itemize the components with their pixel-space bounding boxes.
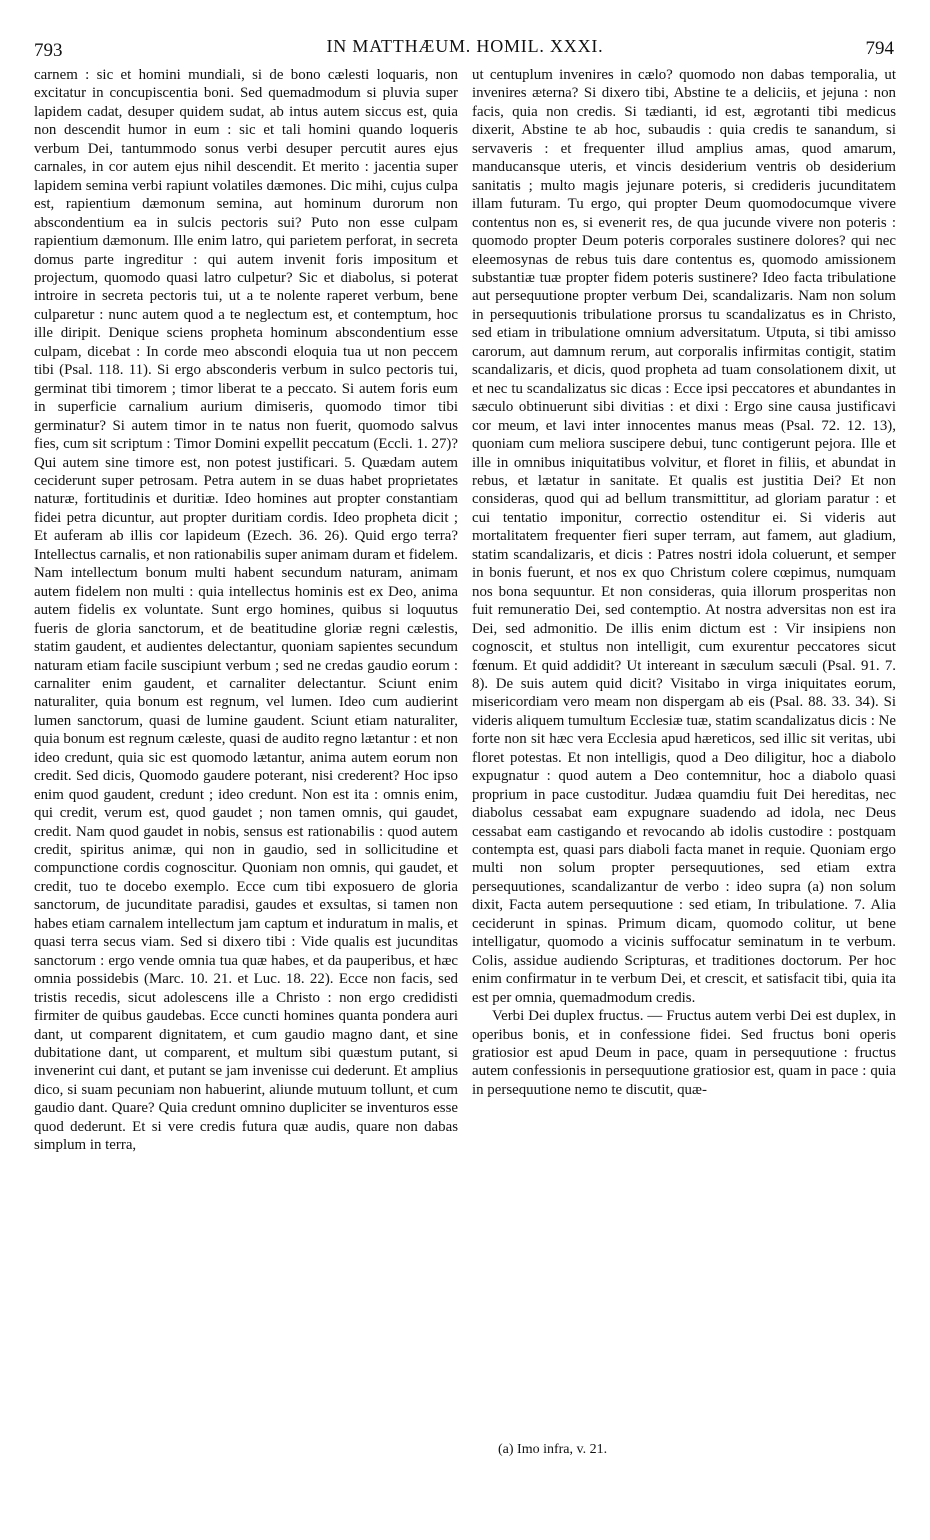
left-column-text: carnem : sic et homini mundiali, si de bono cælesti loquaris, non excitatur in concupiscentia boni. Sed quemadmodum si pluvia super lapidem cadat, desuper quidem sudat, ab intus autem siccus est, quia non descendit humor in eum : sic et tali homini quando loqueris verbum Dei, tantummodo sonus verbi desuper percutit aures ejus carnales, in cor autem ejus nihil descendit. Et merito : jacentia super lapidem semina verbi rapiunt volatiles dæmones. Dic mihi, cujus culpa est, rapientium dæmonum semina, aut hominum durorum non abscondentium ea in sulcis pectoris sui? Puto non esse culpam rapientium dæmonum. Ille enim latro, qui parietem perforat, in secreta domus parte ingreditur : qui autem invenit foris impositum et projectum, quomodo quasi latro culpetur? Sic et diabolus, si poterat introire in secreta pectoris tui, ut a te nolente raperet verbum, bene culparetur : nunc autem quod a te neglectum est, et contemptum, hoc ille diripit. Denique sciens propheta hominum abscondentium esse culpam, dicebat : In corde meo abscondi eloquia tua ut non peccem tibi (Psal. 118. 11). Si ergo absconderis verbum in sulco pectoris tui, germinat tibi timorem ; timor liberat te a peccato. Si autem foris eum in superficie carnalium aurium dimiseris, quomodo timor tibi germinatur? Si autem timor in te natus non fuerit, quomodo salvus fies, cum sit scriptum : Timor Domini expellit peccatum (Eccli. 1. 27)? Qui autem sine timore est, non potest justificari. 5. Quædam autem ceciderunt super petrosam. Petra autem in se duas habet proprietates naturæ, fortitudinis et duritiæ. Ideo homines aut propter constantiam fidei petra dicuntur, aut propter duritiam cordis. Ideo propheta dicit ; Et auferam ab illis cor lapideum (Ezech. 36. 26). Quid ergo terra? Intellectus carnalis, et non rationabilis super animam duram et fidelem. Nam intellectum bonum multi habent secundum naturam, animam autem fidelem non multi : quia intellectus hominis est ex Deo, anima autem fidelis ex voluntate. Sunt ergo homines, quibus si loquutus fueris de gloria sanctorum, et de beatitudine gloriæ regni cælestis, statim gaudent, et audientes delectantur, quoniam sapientes secundum naturam etiam facile suscipiunt verbum ; sed ne credas gaudio eorum : carnaliter enim gaudent, et carnaliter delectantur. Sciunt enim naturaliter, quia bonum est regnum, vel lumen. Ideo cum audierint lumen sanctorum, quasi de lumine gaudent. Sciunt etiam naturaliter, quia bonum est regnum cæleste, quasi de audito regno lætantur : et non ideo credunt, quia sic est quomodo lætantur, anima autem eorum non credit. Sed dicis, Quomodo gaudere poterant, nisi crederent? Hoc ipso enim quod gaudent, credunt ; ideo credunt. Non est ita : omnis enim, qui credit, verum est, quod gaudet ; non tamen omnis, qui gaudet, credit. Nam quod gaudet in nobis, sensus est rationabilis : quod autem credit, spiritus animæ, qui non in gaudio, sed in sollicitudine et compunctione cordis cognoscitur. Quoniam non omnis, qui gaudet, et credit, tuo te docebo exemplo. Ecce cum tibi exposuero de gloria sanctorum, de jucunditate paradisi, gaudes et exsultas, si tamen non habes etiam carnalem intellectum jam captum et induratum in malis, et quasi terra secus viam. Sed si dixero tibi : Vide qualis est jucunditas sanctorum : ergo vende omnia tua quæ habes, et da pauperibus, et hæc omnia possidebis (Marc. 10. 21. et Luc. 18. 22). Ecce non facis, sed tristis recedis, sicut adolescens ille a Christo : non ergo credidisti firmiter de quibus gaudebas. Ecce cuncti homines quanta pondera auri dant, ut comparent dignitatem, et cum gaudio magno dant, et sine dubitatione dant, ut comparent, et multum sibi quæstum putant, si invenerint cui dant, et putant se jam invenisse cui dederunt. Et amplius dico, si suam pecuniam non habuerint, aliunde mutuum tollunt, et cum gaudio dant. Quare? Quia credunt omnino dupliciter se inventuros esse quod dederunt. Et si vere credis futura quæ audis, quare non dabas simplum in terra, (34, 67, 458, 1154)
left-column (34, 66, 458, 1484)
page-number-left: 793 (34, 40, 63, 61)
right-column-paragraph-2: Verbi Dei duplex fructus. — Fructus autem verbi Dei est duplex, in operibus bonis, et in confessione fidei. Sed fructus boni operis gratiosior est apud Deum in pace, quam in persequutione : fructus autem confessionis in persequutione gratiosior est, quam in pace : quia in persequutione nemo te discutit, quæ- (472, 1008, 896, 1098)
right-column (472, 66, 896, 1484)
running-title: IN MATTHÆUM. HOMIL. XXXI. (326, 36, 604, 56)
page-number-right: 794 (865, 38, 894, 59)
right-column-text: ut centuplum invenires in cælo? quomodo non dabas temporalia, ut invenires æterna? Si dixero tibi, Abstine te a deliciis, et jejuna : non facis, quia non credis. Si tædianti, id est, ægrotanti tibi medicus dixerit, Abstine te ab hoc, subaudis : quia credis te sanandum, si servaveris : et frequenter illud amplius amas, quod amarum, manducansque uteris, et vincis desiderium ventris ob desiderium sanitatis ; multo magis jejunare poteris, si credideris jucunditatem illam futuram. Tu ergo, qui propter Deum quomodocumque vivere contentus non es, si evenerit res, de qua jucunde vivere non poteris : quomodo propter Deum poteris corporales sustinere dolores? qui nec eleemosynas de rebus tuis dare contentus es, quomodo amissionem substantiæ tuæ propter fidem poteris sustinere? Ideo facta tribulatione aut persequutione propter verbum Dei, scandalizaris. Nam non solum in persequutionis tribulatione prorsus tu scandalizatus es in Christo, sed etiam in tribulatione omnium adversitatum. Utputa, si tibi amisso carorum, aut damnum rerum, aut corporalis infirmitas contigit, statim scandalizaris, et dicis, quod propheta ad tuam consolationem dixit, ut et nec tu scandalizatus sic dicas : Ecce ipsi peccatores et abundantes in sæculo obtinuerunt sibi divitias : et dixi : Ergo sine causa justificavi cor meum, et lavi inter innocentes manus meas (Psal. 72. 12. 13), quoniam cum meliora suscipere debui, tunc contigerunt pejora. Ille et ille in omnibus iniquitatibus volvitur, et floret in filiis, et abundat in rebus, et lætatur in sanitate. Et qualis est justitia Dei? Et non consideras, quod qui ad bellum transmittitur, ad gloriam paratur : et cui tentatio imponitur, correctio ostenditur ei. Si videris aut mortalitatem frequenter fieri super terram, aut famem, aut gladium, statim scandalizaris, et dicis : Patres nostri idola coluerunt, et semper in bonis fuerunt, et nos ex quo Christum colere cœpimus, numquam nos bona sequuntur. Et non consideras, quia illorum prosperitas non fuit remuneratio Dei, sed contemptio. At nostra adversitas non est ira Dei, sed admonitio. De illis enim dictum est : Vir insipiens non cognoscit, et stultus non intelligit, cum exurentur peccatores sicut fœnum. Et quid addidit? Ut intereant in sæculum sæculi (Psal. 91. 7. 8). De suis autem quid dicit? Visitabo in virga iniquitates eorum, misericordiam vero meam non dispergam ab eis (Psal. 88. 33. 34). Si videris aliquem tumultum Ecclesiæ tuæ, statim scandalizatus dicis : Ne forte non sit hæc vera Ecclesia apud hæreticos, sed illic sit veritas, ubi floret potestas. Et non intelligis, quod a Deo diligitur, hoc a diabolo expugnatur : quod autem a Deo contemnitur, hoc a diabolo quasi proprium in pace custoditur. Judæa quamdiu fuit Dei hereditas, nec diabolus cessabat eam expugnare suadendo ad idola, nec Deus cessabat eam castigando et revocando ab idolis custodire : postquam contempta est, quasi pars diaboli facta manet in requie. Quoniam ergo multi non solum propter persequutiones, sed etiam extra persequutiones, scandalizantur de verbo : ideo supra (a) non solum dixit, Facta autem persequutione : sed etiam, In tribulatione. 7. Alia ceciderunt in spinas. Primum dicam, quomodo colitur, ut bene intelligatur, quomodo a vicinis suffocatur seminatum in te verbum. Colis, assidue audiendo Scripturas, et traditiones doctorum. Per hoc enim confirmatur in te verbum Dei, et crescit, et satisfacit tibi, quia ita est per omnia, quemadmodum credis. (472, 67, 896, 1006)
page-header (0, 36, 930, 66)
footnote: (a) Imo infra, v. 21. (498, 1442, 608, 1457)
